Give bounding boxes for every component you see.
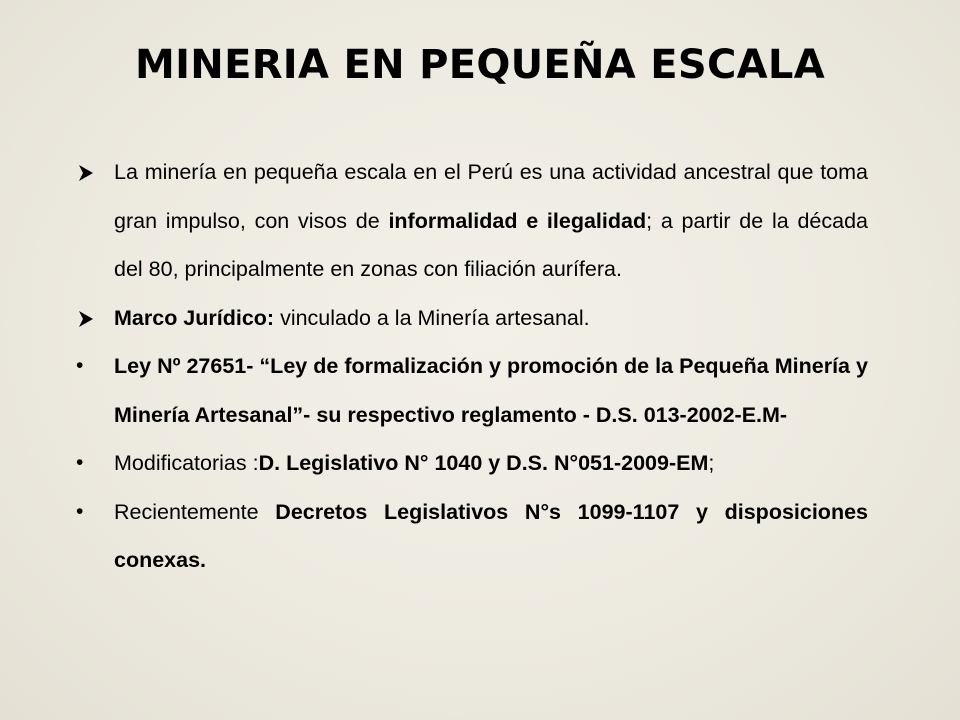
- item-text-bold: informalidad e ilegalidad: [388, 208, 647, 233]
- item-text-bold: Marco Jurídico:: [114, 305, 275, 330]
- item-text: ;: [708, 451, 715, 475]
- bullet-item-mineria-descripcion: [76, 148, 868, 294]
- bullet-dot: •: [76, 499, 84, 523]
- item-text-bold: D. Legislativo N° 1040 y D.S. N°051-2009-EM: [258, 451, 709, 475]
- bullet-item-marco-juridico: [76, 294, 868, 343]
- bullet-item-modificatorias: [76, 439, 868, 488]
- item-text: La minería en pequeña escala en el Perú es una actividad ancestral que toma gran impulso, con visos de: [114, 160, 868, 233]
- item-text-bold: Ley Nº 27651- “Ley de formalización y promoción de la Pequeña Minería y Minería Artesanal”- su respectivo reglamento - D.S. 013-2002-E.M-: [114, 354, 868, 427]
- bullet-item-ley-27651: [76, 342, 868, 439]
- bullet-item-decretos-legislativos: [76, 488, 868, 585]
- bullet-dot: •: [76, 451, 84, 474]
- item-text: Modificatorias :: [114, 451, 259, 475]
- bullet-list: [76, 148, 868, 585]
- item-text: vinculado a la Minería artesanal.: [274, 305, 590, 330]
- item-text: ; a partir de la década del 80, principalmente en zonas con filiación aurífera.: [114, 208, 868, 281]
- slide-title: MINERIA EN PEQUEÑA ESCALA: [135, 42, 825, 88]
- item-text: Recientemente: [114, 499, 276, 524]
- item-text-bold: Decretos Legislativos N°s 1099-1107 y disposiciones conexas.: [114, 499, 868, 572]
- bullet-dot: •: [76, 354, 84, 377]
